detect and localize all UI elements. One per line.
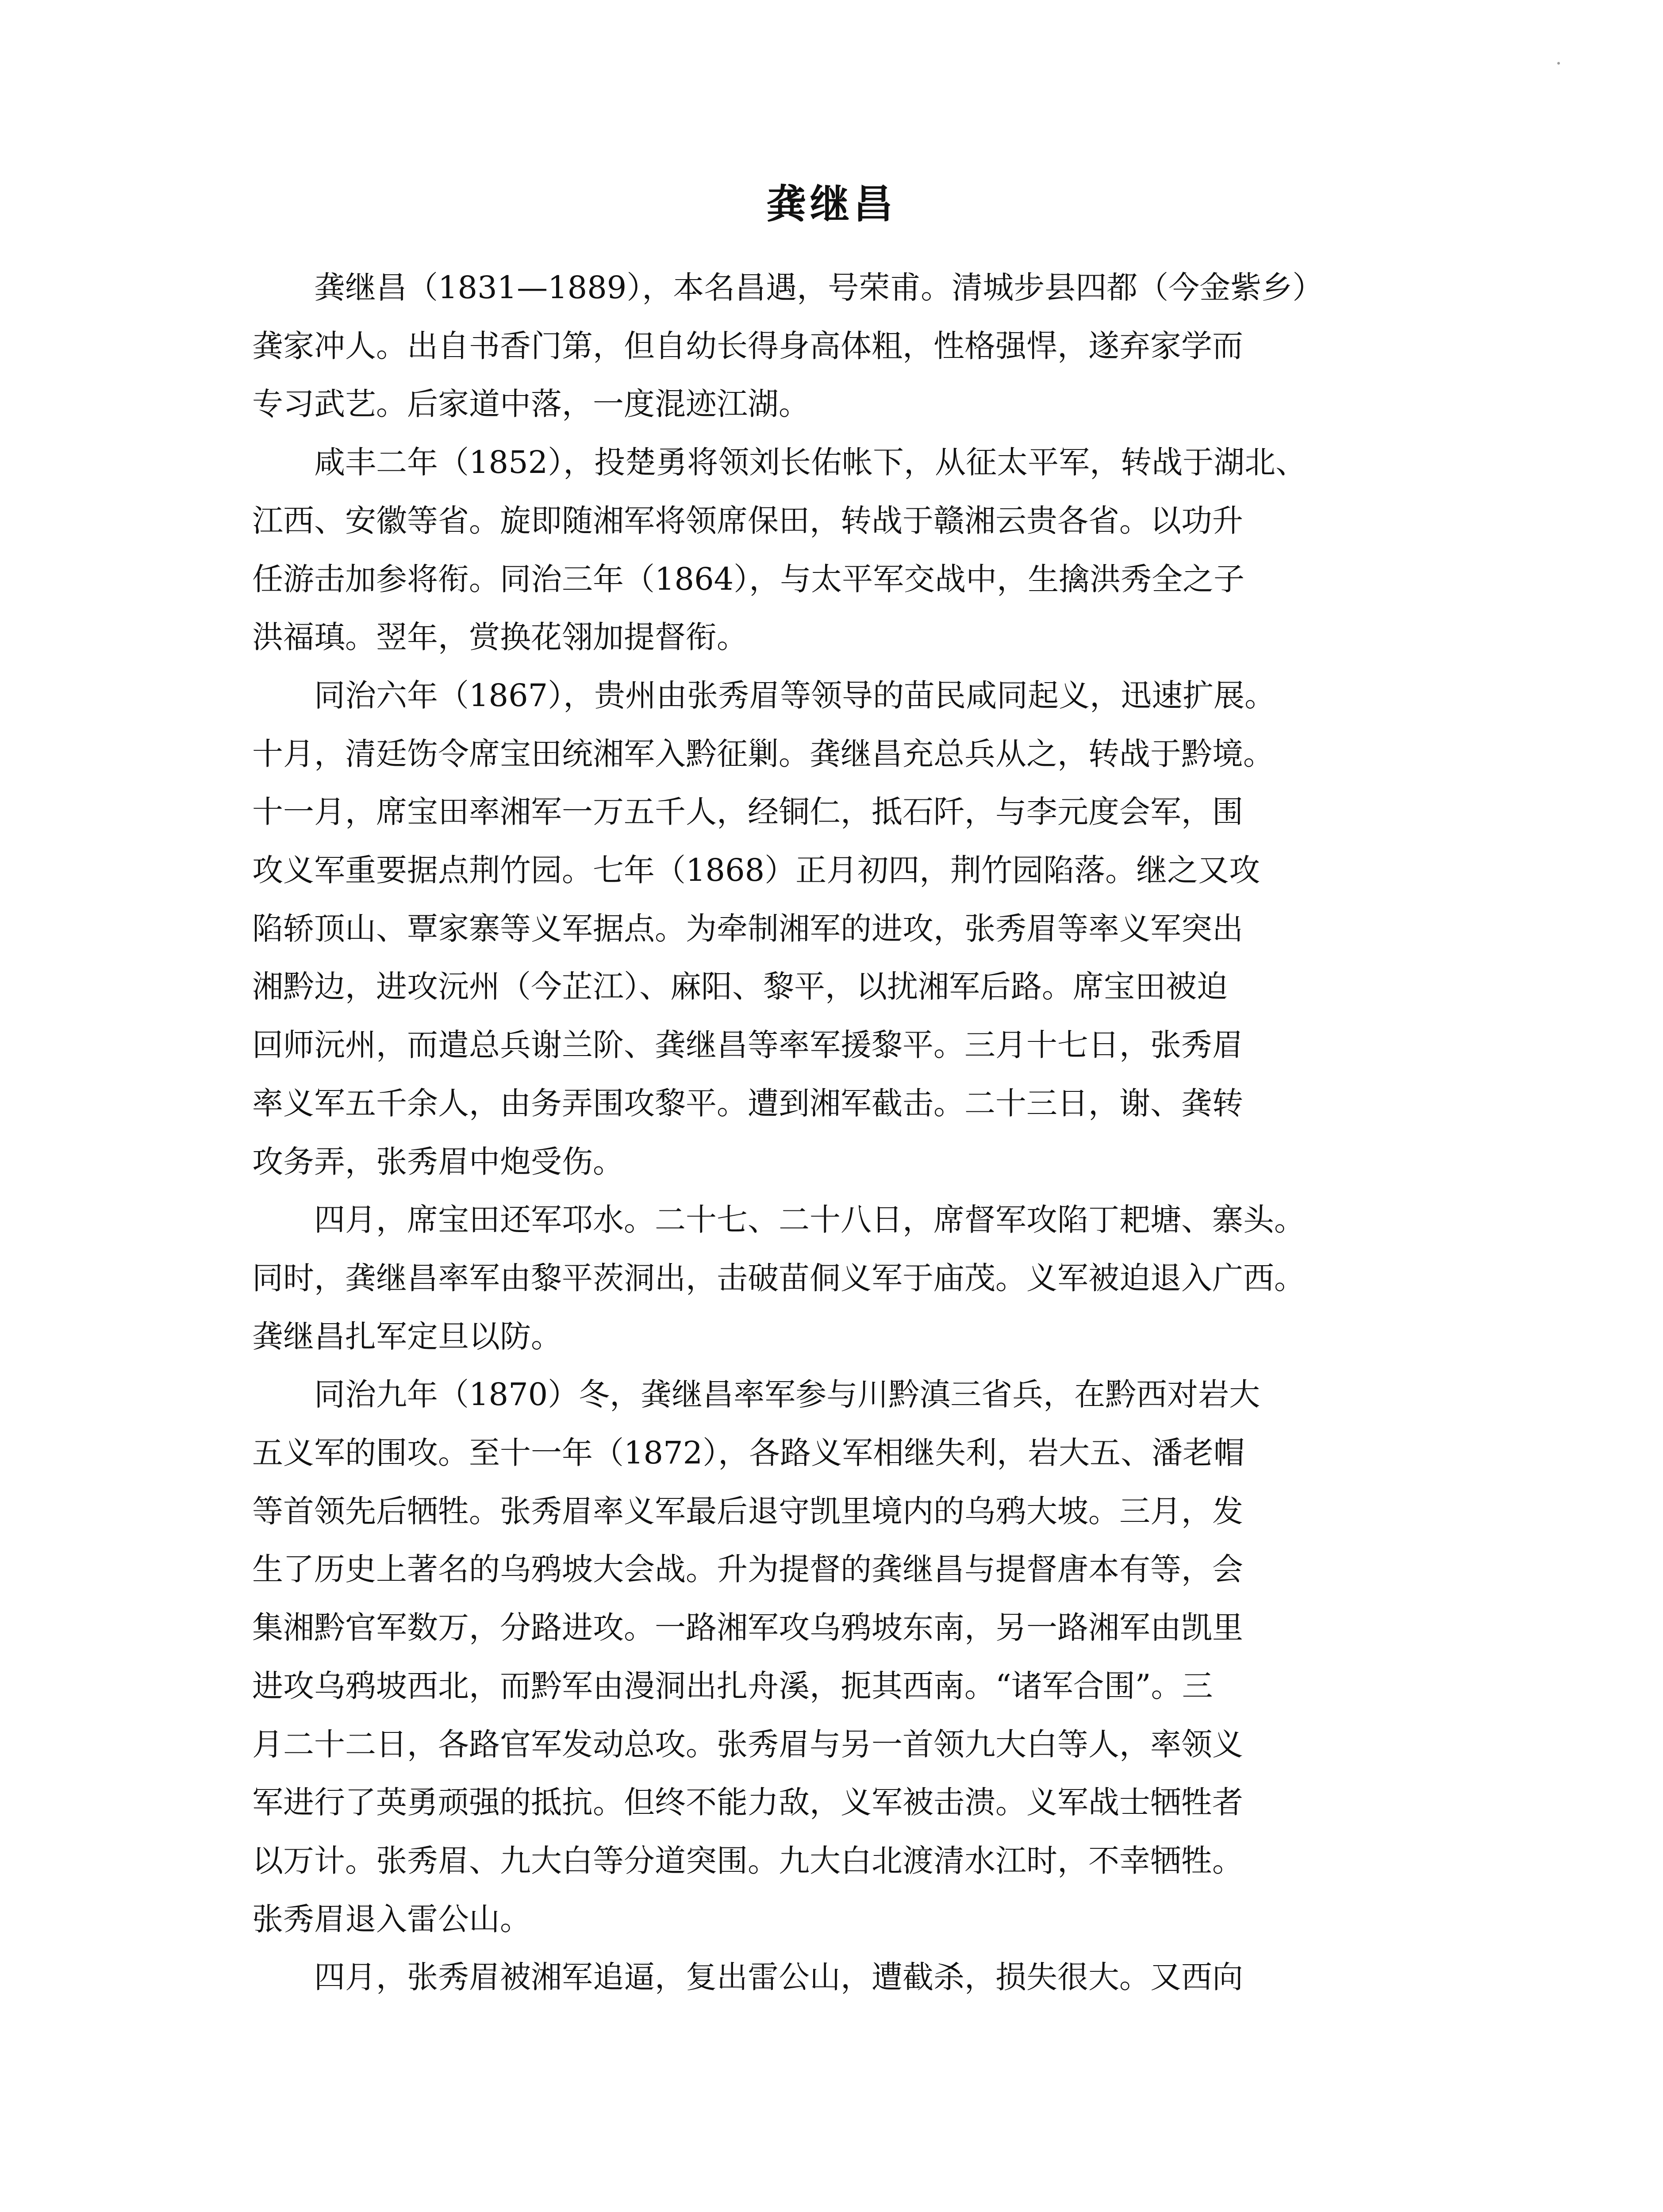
text-line: 任游击加参将衔。同治三年（1864），与太平军交战中，生擒洪秀全之子	[252, 561, 1245, 597]
text-line: 以万计。张秀眉、九大白等分道突围。九大白北渡清水江时，不幸牺牲。	[252, 1842, 1243, 1879]
scan-speck-decoration	[1557, 62, 1560, 65]
text-line: 四月，张秀眉被湘军追逼，复出雷公山，遭截杀，损失很大。又西向	[314, 1959, 1243, 1996]
text-line: 四月，席宝田还军邛水。二十七、二十八日，席督军攻陷丁耙塘、寨头。	[314, 1202, 1305, 1238]
text-line: 专习武艺。后家道中落，一度混迹江湖。	[252, 386, 810, 422]
text-line: 十一月，席宝田率湘军一万五千人，经铜仁，抵石阡，与李元度会军，围	[252, 794, 1243, 830]
text-line: 湘黔边，进攻沅州（今芷江）、麻阳、黎平，以扰湘军后路。席宝田被迫	[252, 968, 1228, 1005]
paragraph-6	[252, 1948, 1495, 2007]
text-line: 军进行了英勇顽强的抵抗。但终不能力敌，义军被击溃。义军战士牺牲者	[252, 1784, 1243, 1821]
text-line: 陷轿顶山、覃家寨等义军据点。为牵制湘军的进攻，张秀眉等率义军突出	[252, 910, 1243, 947]
paragraph-2	[252, 434, 1495, 667]
text-line: 集湘黔官军数万，分路进攻。一路湘军攻乌鸦坡东南，另一路湘军由凯里	[252, 1609, 1243, 1646]
text-line: 进攻乌鸦坡西北，而黔军由漫洞出扎舟溪，扼其西南。“诸军合围”。三	[252, 1667, 1213, 1704]
text-line: 等首领先后牺牲。张秀眉率义军最后退守凯里境内的乌鸦大坡。三月，发	[252, 1493, 1243, 1529]
text-line: 咸丰二年（1852），投楚勇将领刘长佑帐下，从征太平军，转战于湖北、	[314, 444, 1307, 481]
text-line: 回师沅州，而遣总兵谢兰阶、龚继昌等率军援黎平。三月十七日，张秀眉	[252, 1027, 1243, 1064]
text-line: 同治九年（1870）冬，龚继昌率军参与川黔滇三省兵，在黔西对岩大	[314, 1376, 1260, 1413]
text-line: 同时，龚继昌率军由黎平茨洞出，击破苗侗义军于庙茂。义军被迫退入广西。	[252, 1260, 1305, 1296]
text-line: 龚继昌（1831—1889），本名昌遇，号荣甫。清城步县四都（今金紫乡）	[314, 269, 1324, 306]
text-line: 率义军五千余人，由务弄围攻黎平。遭到湘军截击。二十三日，谢、龚转	[252, 1085, 1243, 1121]
text-line: 同治六年（1867），贵州由张秀眉等领导的苗民咸同起义，迅速扩展。	[314, 677, 1276, 714]
text-line: 攻义军重要据点荆竹园。七年（1868）正月初四，荆竹园陷落。继之又攻	[252, 852, 1260, 889]
text-line: 江西、安徽等省。旋即随湘军将领席保田，转战于赣湘云贵各省。以功升	[252, 502, 1243, 539]
text-line: 生了历史上著名的乌鸦坡大会战。升为提督的龚继昌与提督唐本有等，会	[252, 1551, 1243, 1588]
text-line: 龚继昌扎军定旦以防。	[252, 1318, 562, 1355]
text-line: 张秀眉退入雷公山。	[252, 1901, 531, 1937]
text-line: 十月，清廷饬令席宝田统湘军入黔征剿。龚继昌充总兵从之，转战于黔境。	[252, 735, 1274, 772]
paragraph-1	[252, 259, 1495, 434]
text-line: 攻务弄，张秀眉中炮受伤。	[252, 1143, 624, 1180]
text-line: 龚家冲人。出自书香门第，但自幼长得身高体粗，性格强悍，遂弃家学而	[252, 327, 1243, 364]
paragraph-4	[252, 1191, 1495, 1366]
article-body	[252, 259, 1495, 2007]
paragraph-3	[252, 667, 1495, 1191]
text-line: 五义军的围攻。至十一年（1872），各路义军相继失利，岩大五、潘老帽	[252, 1435, 1245, 1471]
text-line: 月二十二日，各路官军发动总攻。张秀眉与另一首领九大白等人，率领义	[252, 1726, 1243, 1763]
paragraph-5	[252, 1366, 1495, 1948]
text-line: 洪福瑱。翌年，赏换花翎加提督衔。	[252, 619, 748, 656]
page-title: 龚继昌	[766, 181, 897, 227]
